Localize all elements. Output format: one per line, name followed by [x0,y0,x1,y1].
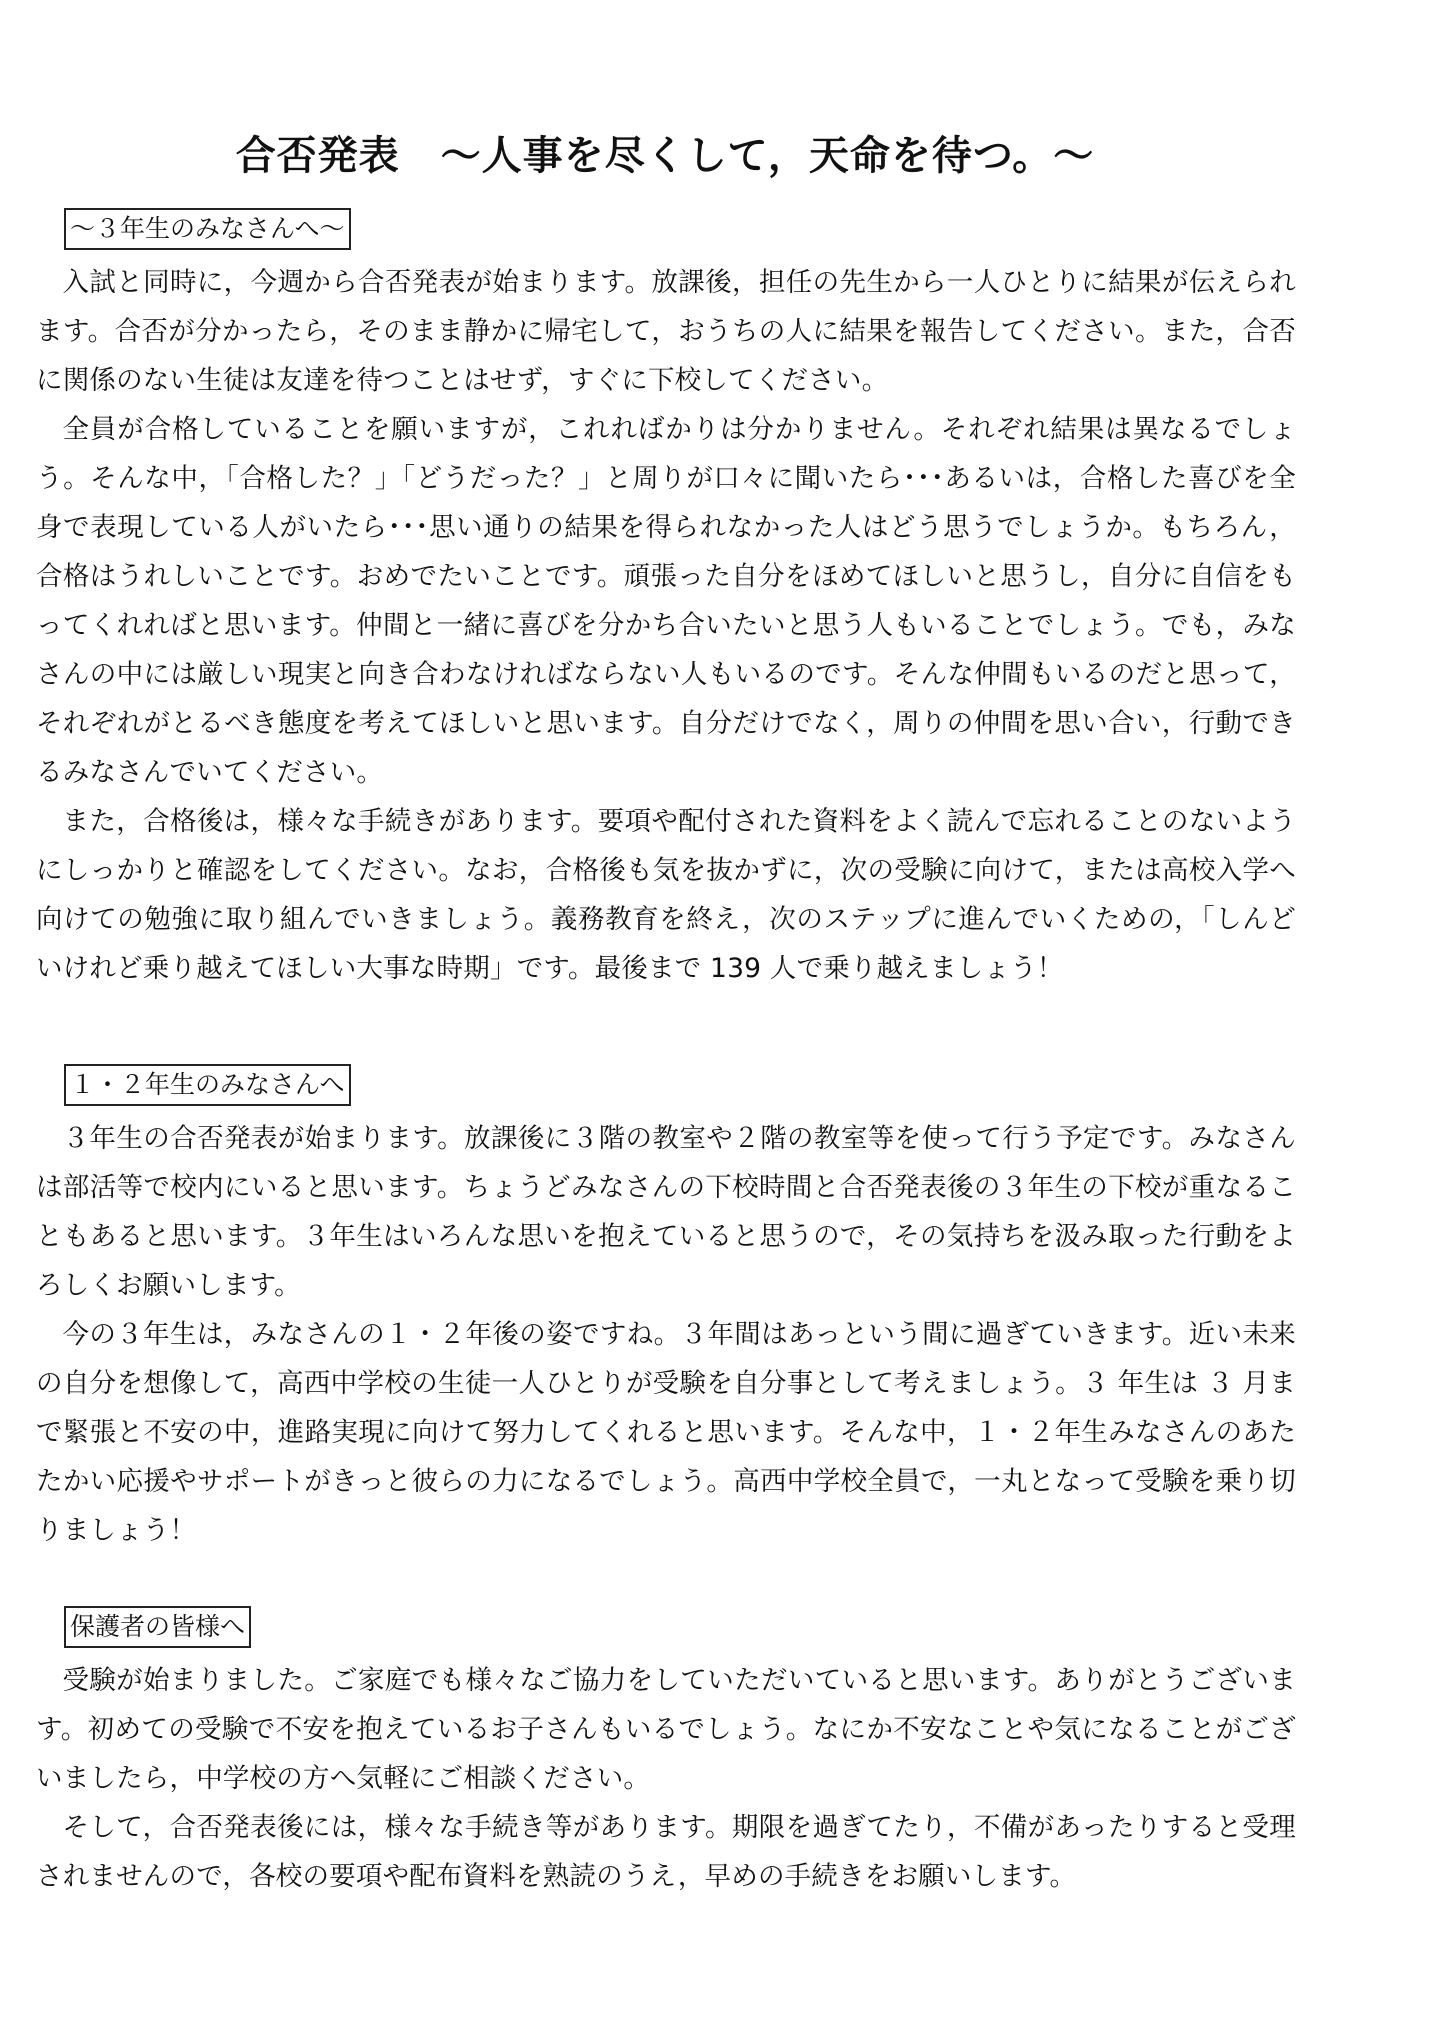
section-body-guardians [36,1656,1296,1901]
section-label-first-second-years: １・２年生のみなさんへ [64,1064,351,1106]
section-label-guardians: 保護者の皆様へ [64,1606,251,1648]
section-third-years [36,208,1296,993]
section-guardians [36,1606,1296,1901]
section-label-third-years: ～３年生のみなさんへ～ [64,208,351,250]
section-first-second-years [36,1064,1296,1555]
paragraph: 入試と同時に，今週から合否発表が始まります。放課後，担任の先生から一人ひとりに結果が伝えられます。合否が分かったら，そのまま静かに帰宅して，おうちの人に結果を報告してください。また，合否に関係のない生徒は友達を待つことはせず，すぐに下校してください。 [36,267,1296,396]
paragraph: 全員が合格していることを願いますが，これればかりは分かりません。それぞれ結果は異なるでしょう。そんな中，「合格した？」「どうだった？」と周りが口々に聞いたら･･･あるいは，合格した喜びを全身で表現している人がいたら･･･思い通りの結果を得られなかった人はどう思うでしょうか。もちろん，合格はうれしいことです。おめでたいことです。頑張った自分をほめてほしいと思うし，自分に自信をもってくれればと思います。仲間と一緒に喜びを分かち合いたいと思う人もいることでしょう。でも，みなさんの中には厳しい現実と向き合わなければならない人もいるのです。そんな仲間もいるのだと思って，それぞれがとるべき態度を考えてほしいと思います。自分だけでなく，周りの仲間を思い合い，行動できるみなさんでいてください。 [36,414,1296,788]
section-body-first-second-years [36,1114,1296,1555]
paragraph: 今の３年生は，みなさんの１・２年後の姿ですね。３年間はあっという間に過ぎていきます。近い未来の自分を想像して，高西中学校の生徒一人ひとりが受験を自分事として考えましょう。３ 年生は ３ 月まで緊張と不安の中，進路実現に向けて努力してくれると思います。そんな中，１・２年生みなさんのあたたかい応援やサポートがきっと彼らの力になるでしょう。高西中学校全員で，一丸となって受験を乗り切りましょう！ [36,1319,1296,1546]
paragraph: そして，合否発表後には，様々な手続き等があります。期限を過ぎてたり，不備があったりすると受理されませんので，各校の要項や配布資料を熟読のうえ，早めの手続きをお願いします。 [36,1812,1296,1892]
page-title: 合否発表 ～人事を尽くして，天命を待つ。～ [235,133,1095,179]
section-body-third-years [36,258,1296,993]
paragraph: また，合格後は，様々な手続きがあります。要項や配付された資料をよく読んで忘れることのないようにしっかりと確認をしてください。なお，合格後も気を抜かずに，次の受験に向けて，または高校入学へ向けての勉強に取り組んでいきましょう。義務教育を終え，次のステップに進んでいくための，「しんどいけれど乗り越えてほしい大事な時期」です。最後まで 139 人で乗り越えましょう！ [36,806,1296,984]
paragraph: ３年生の合否発表が始まります。放課後に３階の教室や２階の教室等を使って行う予定です。みなさんは部活等で校内にいると思います。ちょうどみなさんの下校時間と合否発表後の３年生の下校が重なることもあると思います。３年生はいろんな思いを抱えていると思うので，その気持ちを汲み取った行動をよろしくお願いします。 [36,1123,1296,1301]
paragraph: 受験が始まりました。ご家庭でも様々なご協力をしていただいていると思います。ありがとうございます。初めての受験で不安を抱えているお子さんもいるでしょう。なにか不安なことや気になることがございましたら，中学校の方へ気軽にご相談ください。 [36,1665,1296,1794]
